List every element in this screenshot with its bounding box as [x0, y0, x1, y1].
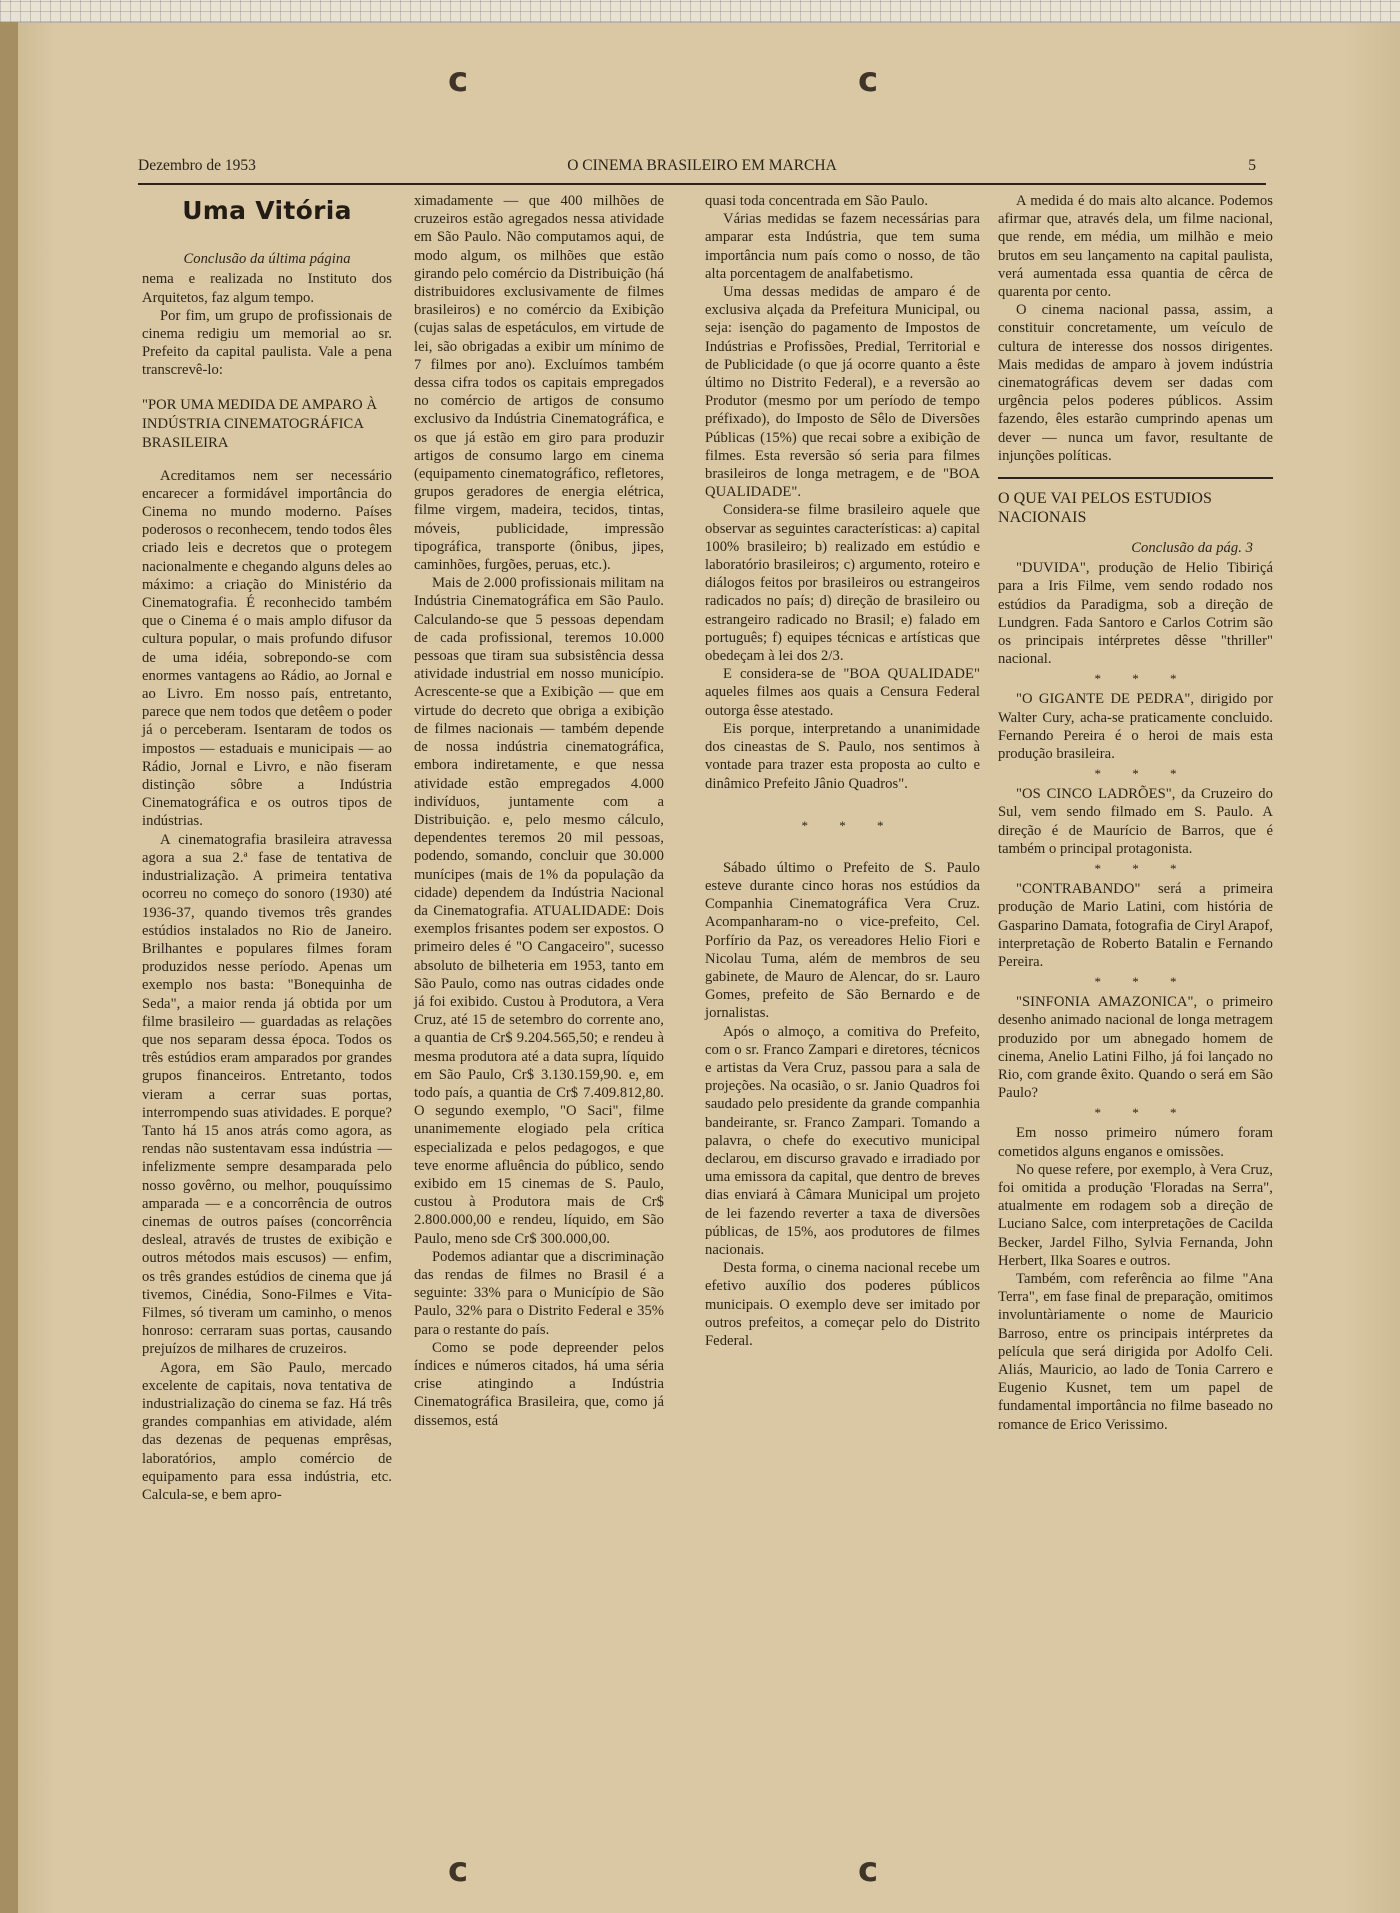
- article-paragraph: Agora, em São Paulo, mercado excelente de capitais, nova tentativa de industrialização do cinema se faz. Há três grandes companhias em atividade, além das dezenas de pequenas emprêsas, laboratórios, amplo comércio de equipamento para essa indústria, etc. Calcula-se, e bem apro-: [142, 1359, 392, 1503]
- visit-paragraph: Desta forma, o cinema nacional recebe um efetivo auxílio dos poderes públicos municipais. O exemplo deve ser imitado por outros prefeitos, a começar pelo do Distrito Federal.: [705, 1260, 980, 1349]
- column-1: [142, 192, 392, 1504]
- article-headline: Uma Vitória: [182, 196, 352, 225]
- article-paragraph: Uma dessas medidas de amparo é de exclusiva alçada da Prefeitura Municipal, ou seja: isenção do pagamento de Impostos de Indústrias e Profissões, Predial, Territorial e de Publicidade (o que já ocorre quanto a êste último no Distrito Federal), e a reversão ao Produtor (mesmo por um período de tempo préfixado), do Imposto de Sêlo de Diversões Públicas (15%) que recai sobre a exibição de filmes. Esta reversão só seria para filmes brasileiros de longa metragem, e de "BOA QUALIDADE".: [705, 284, 980, 501]
- page-number: 5: [1248, 157, 1256, 174]
- errata-paragraph: No quese refere, por exemplo, à Vera Cruz, foi omitida a produção 'Floradas na Serra", atualmente em rodagem sob a direção de Luciano Salce, com interpretações de Cacilda Becker, Jardel Filho, Sylvia Fernanda, John Herbert, Ilka Soares e outros.: [998, 1161, 1273, 1269]
- page-binding-edge: [0, 22, 18, 1913]
- article-paragraph: E considera-se de "BOA QUALIDADE" aqueles filmes aos quais a Censura Federal outorga êsse atestado.: [705, 666, 980, 719]
- item-separator: * * *: [1094, 861, 1191, 877]
- studio-news-item: "DUVIDA", produção de Helio Tibiriçá para a Iris Filme, vem sendo rodado nos estúdios da Paradigma, sob a direção de Lundgren. Fada Santoro e Carlos Cotrim são os principais intérpretes dêsse "thriller" nacional.: [998, 560, 1273, 668]
- scanner-grid-strip: [0, 0, 1400, 23]
- article-paragraph: ximadamente — que 400 milhões de cruzeiros estão agregados nessa atividade em São Paulo. Não computamos aqui, de modo algum, os milhões que estão girando pelo comércio da Distribuição (há distribuidores exclusivamente de filmes brasileiros) e no comércio da Exibição (cujas salas de espetáculos, em virtude de lei, são obrigadas a exibir um mínimo de 7 filmes por ano). Excluímos também dessa cifra todos os capitais empregados no comércio de artigos de consumo exclusivo da Indústria Cinematográfica, e os que já estão em giro para produzir artigos de consumo largo em cinema (equipamento cinematográfico, refletores, grupos geradores de energia elétrica, filme virgem, madeira, tecidos, tintas, móveis, publicidade, impressão tipográfica, transporte (ônibus, jipes, caminhões, furgões, peruas, etc.).: [414, 193, 664, 574]
- article-paragraph: Mais de 2.000 profissionais militam na Indústria Cinematográfica em São Paulo. Calculando-se que 5 pessoas dependam de cada profissional, teremos 10.000 pessoas que tiram sua subsistência dessa atividade industrial em nosso município. Acrescente-se que a Exibição — que em virtude do decreto que obriga a exibição de filmes nacionais — também depende de nossa indústria cinematográfica, embora indiretamente, e que nessa atividade estão empregados 4.000 indivíduos, juntamente com a Distribuição. e, pelo mesmo cálculo, dependentes teremos 20 mil pessoas, podendo, somando, concluir que 30.000 munícipes (mais de 1% da população da cidade) dependem da Indústria Nacional da Cinematografia. ATUALIDADE: Dois exemplos frisantes podem ser expostos. O primeiro deles é "O Cangaceiro", sucesso absoluto de bilheteria em 1953, tanto em São Paulo, como nas outras cidades onde já foi exibido. Custou à Produtora, a Vera Cruz, até 15 de setembro do corrente ano, a quantia de Cr$ 9.204.565,50; e rendeu à mesma produtora até a data supra, líquido em São Paulo, Cr$ 3.130.159,90. e, em todo país, a quantia de Cr$ 7.409.812,80. O segundo exemplo, "O Saci", filme unanimemente elogiado pela crítica especializada e pelos pedagogos, e que teve enorme afluência do público, sendo exibido em 15 cinemas de S. Paulo, custou à Produtora mais de Cr$ 2.800.000,00 e rendeu, líquido, em São Paulo, meno sde Cr$ 300.000,00.: [414, 575, 664, 1247]
- article-paragraph: Podemos adiantar que a discriminação das rendas de filmes no Brasil é a seguinte: 33% para o Município de São Paulo, 32% para o Distrito Federal e 35% para o restante do país.: [414, 1248, 664, 1338]
- column-2: [414, 192, 664, 1430]
- section-separator: * * *: [801, 817, 898, 833]
- continuation-note: Conclusão da última página: [183, 251, 351, 268]
- studio-news-item: "SINFONIA AMAZONICA", o primeiro desenho animado nacional de longa metragem produzido por um abnegado homem de cinema, Anelio Latini Filho, já foi lançado no Rio, com grande êxito. Quando o será em São Paulo?: [998, 994, 1273, 1102]
- binder-mark-top-right: c: [858, 60, 879, 100]
- article-paragraph: Como se pode depreender pelos índices e números citados, há uma séria crise atingindo a Indústria Cinematográfica Brasileira, que, como já dissemos, está: [414, 1339, 664, 1429]
- visit-paragraph: Após o almoço, a comitiva do Prefeito, com o sr. Franco Zampari e diretores, técnicos e artistas da Vera Cruz, passou para a sala de projeções. Na ocasião, o sr. Janio Quadros foi saudado pelo presidente da grande companhia bandeirante, sr. Franco Zampari. Tomando a palavra, o chefe do executivo municipal declarou, em discurso gravado e irradiado por uma emissora da capital, que dentro de breves dias enviará à Câmara Municipal um projeto de lei fazendo reverter a taxa de diversões públicas, de 15%, aos produtores de filmes nacionais.: [705, 1023, 980, 1258]
- column-4: [998, 192, 1273, 1434]
- binder-mark-bottom-left: c: [448, 1850, 469, 1890]
- binder-mark-bottom-right: c: [858, 1850, 879, 1890]
- article-paragraph: Acreditamos nem ser necessário encarecer a formidável importância do Cinema no mundo moderno. Países poderosos o reconhecem, tendo todos êles criado leis e decretos que o protegem nacionalmente e chegando alguns deles ao máximo: a criação do Ministério da Cinematografia. É reconhecido também que o Cinema é o mais amplo difusor da cultura popular, o mais profundo difusor de uma idéia, sobrepondo-se com enormes vantagens ao Rádio, ao Jornal e ao Livro. Em nosso país, entretanto, parece que nem todos que detêem o poder já o perceberam. Isentaram de todos os impostos — estaduais e municipais — ao Rádio, Jornal e Livro, e não fiseram distinção sôbre a Indústria Cinematográfica e os outros tipos de indústrias.: [142, 467, 392, 830]
- studio-news-item: "O GIGANTE DE PEDRA", dirigido por Walter Cury, acha-se praticamente concluido. Fernando Pereira é o heroi de mais esta produção brasileira.: [998, 691, 1273, 763]
- studio-news-item: "CONTRABANDO" será a primeira produção de Mario Latini, com história de Gasparino Damata, fotografia de Ciryl Arapof, interpretação de Roberto Batalin e Fernando Pereira.: [998, 881, 1273, 970]
- item-separator: * * *: [1094, 766, 1191, 782]
- studio-news-item: "OS CINCO LADRÕES", da Cruzeiro do Sul, vem sendo filmado em S. Paulo. A direção é de Maurício de Barros, que é também o principal protagonista.: [998, 786, 1273, 857]
- column-3: [705, 192, 980, 1350]
- binder-mark-top-left: c: [448, 60, 469, 100]
- publication-title: O CINEMA BRASILEIRO EM MARCHA: [567, 157, 837, 174]
- article-paragraph: quasi toda concentrada em São Paulo.: [705, 193, 929, 209]
- article-paragraph: Por fim, um grupo de profissionais de cinema redigiu um memorial ao sr. Prefeito da capital paulista. Vale a pena transcrevê-lo:: [142, 307, 392, 379]
- article-paragraph: Eis porque, interpretando a unanimidade dos cineastas de S. Paulo, nos sentimos à vontade para trazer esta proposta ao culto e dinâmico Prefeito Jânio Quadros".: [705, 720, 980, 792]
- visit-paragraph: Sábado último o Prefeito de S. Paulo esteve durante cinco horas nos estúdios da Companhia Cinematográfica Vera Cruz. Acompanharam-no o vice-prefeito, Cel. Porfírio da Paz, os vereadores Helio Fiori e Nicolau Tuma, além de membros de seu gabinete, de Mauro de Alencar, do sr. Lauro Gomes, prefeito de São Bernardo e de jornalistas.: [705, 859, 980, 1022]
- article-paragraph: Considera-se filme brasileiro aquele que observar as seguintes características: a) capital 100% brasileiro; b) realizado em estúdio e laboratório brasileiros; c) argumento, roteiro e diálogos feitos por brasileiros ou estrangeiros radicados no país; d) direção de brasileiro ou estrangeiro radicado no Brasil; e) falado em português; f) equipes técnicas e artísticas que obedeçam à lei dos 2/3.: [705, 502, 980, 665]
- issue-date: Dezembro de 1953: [138, 157, 256, 174]
- studios-section-title: O QUE VAI PELOS ESTUDIOS NACIONAIS: [998, 490, 1212, 527]
- studios-continuation-note: Conclusão da pág. 3: [1131, 540, 1253, 557]
- article-paragraph: Várias medidas se fazem necessárias para amparar esta Indústria, que tem suma importância num país como o nosso, de tão alta porcentagem de analfabetismo.: [705, 211, 980, 282]
- memorial-heading: "POR UMA MEDIDA DE AMPARO À INDÚSTRIA CINEMATOGRÁFICA BRASILEIRA: [142, 396, 378, 451]
- item-separator: * * *: [1094, 671, 1191, 687]
- errata-paragraph: Também, com referência ao filme "Ana Terra", em fase final de preparação, omitimos involuntàriamente o nome de Mauricio Barroso, entre os principais intérpretes da película que será dirigida por Adolfo Celi. Aliás, Mauricio, ao lado de Tonia Carrero e Eugenio Kusnet, tem um papel de fundamental importância no filme baseado no romance de Erico Verissimo.: [998, 1270, 1273, 1433]
- article-paragraph: nema e realizada no Instituto dos Arquitetos, faz algum tempo.: [142, 271, 392, 306]
- article-paragraph: O cinema nacional passa, assim, a constituir concretamente, um veículo de cultura de interesse dos nossos dirigentes. Mais medidas de amparo à jovem indústria cinematográficas devem ser dadas com urgência pelos poderes públicos. Assim fazendo, êles estarão cumprindo apenas um dever — nunca um favor, resultante de injunções políticas.: [998, 302, 1273, 464]
- page-header: [138, 153, 1266, 185]
- article-paragraph: A cinematografia brasileira atravessa agora a sua 2.ª fase de tentativa de industrialização. A primeira tentativa ocorreu no começo do sonoro (1930) até 1936-37, quando tivemos três grandes estúdios instalados no Rio de Janeiro. Brilhantes e populares filmes foram produzidos nesse período. Apenas um exemplo nos basta: "Bonequinha de Seda", a maior renda já obtida por um filme brasileiro — guardadas as relações que nos separam dessa época. Todos os três estúdios eram amparados por grandes grupos financeiros. Entretanto, todos vieram a cerrar suas portas, interrompendo suas atividades. E porque? Tanto há 15 anos atrás como agora, as rendas não sustentavam essa indústria — infelizmente sempre desamparada pelo nosso govêrno, ou melhor, pouquíssimo amparada — e a concorrência de outros cinemas de outros países (concorrência desleal, através de trustes de exibição e outros métodos mais escusos) — enfim, os três grandes estúdios de cinema que já tivemos, Cinédia, Sono-Filmes e Vita-Filmes, só tiveram um caminho, o menos honroso: cerraram suas portas, causando prejuízos de milhares de cruzeiros.: [142, 831, 392, 1358]
- errata-paragraph: Em nosso primeiro número foram cometidos alguns enganos e omissões.: [998, 1125, 1273, 1160]
- item-separator: * * *: [1094, 974, 1191, 990]
- article-paragraph: A medida é do mais alto alcance. Podemos afirmar que, através dela, um filme nacional, que rende, em média, um milhão e meio brutos em seu lançamento na capital paulista, verá aumentada essa quantia de cêrca de quarenta por cento.: [998, 193, 1273, 301]
- item-separator: * * *: [1094, 1105, 1191, 1121]
- section-rule: [998, 477, 1273, 479]
